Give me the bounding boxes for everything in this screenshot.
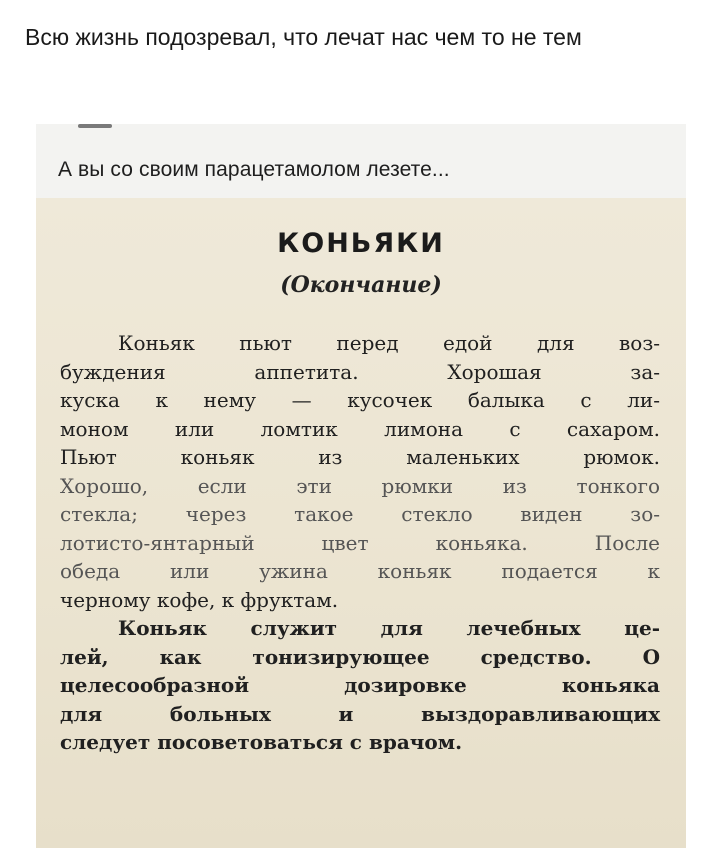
book-line: Пьют коньяк из маленьких рюмок. (60, 445, 660, 469)
book-line: куска к нему — кусочек балыка с ли- (60, 388, 660, 412)
book-line: буждения аппетита. Хорошая за- (60, 359, 660, 384)
book-line: Хорошо, если эти рюмки из тонкого (60, 473, 660, 498)
book-line: Коньяк пьют перед едой для воз- (118, 331, 660, 355)
book-line: следует посоветоваться с врачом. (60, 730, 463, 754)
book-line: черному кофе, к фруктам. (60, 587, 339, 612)
photo-caption: А вы со своим парацетамолом лезете... (58, 158, 450, 181)
book-line: моном или ломтик лимона с сахаром. (60, 416, 660, 441)
post-photo[interactable] (36, 124, 686, 848)
dash-mark (78, 124, 112, 128)
book-line: стекла; через такое стекло виден зо- (60, 502, 660, 526)
book-line: целесообразной дозировке коньяка (60, 673, 660, 697)
book-title: КОНЬЯКИ (277, 228, 445, 259)
book-line: лей, как тонизирующее средство. О (60, 644, 660, 669)
book-line: лотисто-янтарный цвет коньяка. После (60, 530, 660, 555)
post-text: Всю жизнь подозревал, что лечат нас чем то не тем (25, 24, 582, 50)
book-line: Коньяк служит для лечебных це- (118, 616, 660, 640)
book-body (60, 329, 660, 757)
book-line: для больных и выздоравливающих (60, 701, 660, 726)
book-line: обеда или ужина коньяк подается к (60, 559, 660, 583)
book-subtitle: (Окончание) (280, 272, 442, 298)
